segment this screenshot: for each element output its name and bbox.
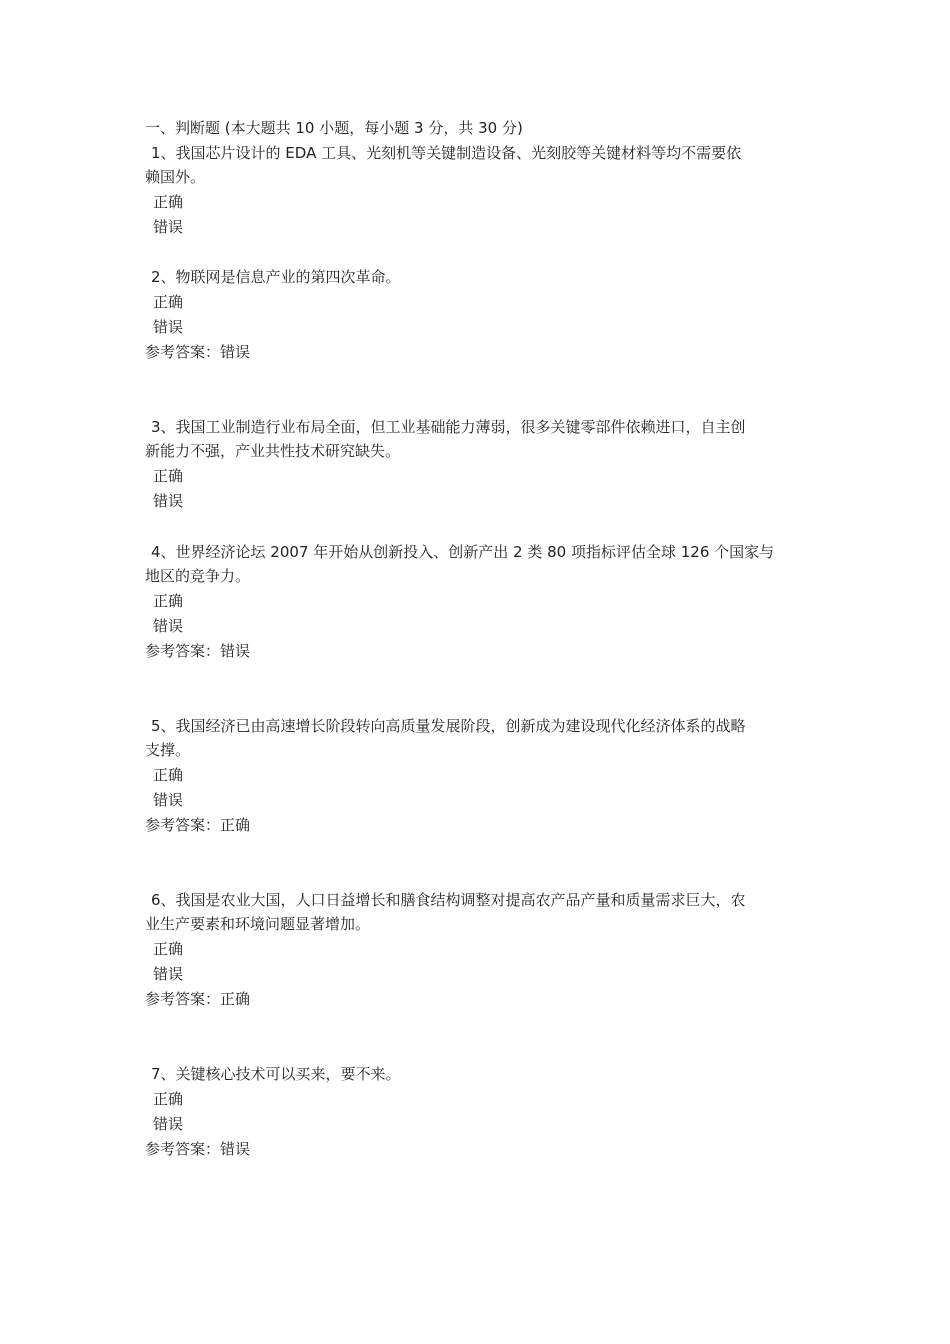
option-false: 错误 <box>153 617 184 635</box>
option-false: 错误 <box>153 318 184 336</box>
answer-value: 错误 <box>220 1140 251 1158</box>
question-text: 6、我国是农业大国，人口日益增长和膳食结构调整对提高农产品产量和质量需求巨大，农 <box>151 891 746 909</box>
question-text-continued: 业生产要素和环境问题显著增加。 <box>145 915 371 933</box>
question-text: 1、我国芯片设计的 EDA 工具、光刻机等关键制造设备、光刻胶等关键材料等均不需要依 <box>151 144 742 162</box>
answer-prefix: 参考答案： <box>145 1140 221 1158</box>
question-text: 5、我国经济已由高速增长阶段转向高质量发展阶段，创新成为建设现代化经济体系的战略 <box>151 717 746 735</box>
option-true: 正确 <box>153 1090 184 1108</box>
answer-prefix: 参考答案： <box>145 990 221 1008</box>
reference-answer <box>145 813 250 838</box>
answer-value: 正确 <box>220 816 251 834</box>
answer-prefix: 参考答案： <box>145 816 221 834</box>
question-text: 7、关键核心技术可以买来，要不来。 <box>151 1065 401 1083</box>
option-true: 正确 <box>153 940 184 958</box>
answer-value: 错误 <box>220 343 251 361</box>
option-false: 错误 <box>153 218 184 236</box>
option-true: 正确 <box>153 467 184 485</box>
option-false: 错误 <box>153 1115 184 1133</box>
question-text: 2、物联网是信息产业的第四次革命。 <box>151 268 401 286</box>
option-true: 正确 <box>153 592 184 610</box>
option-false: 错误 <box>153 965 184 983</box>
option-false: 错误 <box>153 492 184 510</box>
reference-answer <box>145 639 250 664</box>
answer-prefix: 参考答案： <box>145 343 221 361</box>
reference-answer <box>145 340 250 365</box>
question-text-continued: 支撑。 <box>145 741 191 759</box>
section-title: 一、判断题 (本大题共 10 小题，每小题 3 分，共 30 分) <box>145 119 523 137</box>
question-text-continued: 赖国外。 <box>145 168 206 186</box>
question-text: 3、我国工业制造行业布局全面，但工业基础能力薄弱，很多关键零部件依赖进口，自主创 <box>151 418 746 436</box>
answer-value: 错误 <box>220 642 251 660</box>
reference-answer <box>145 1137 250 1162</box>
option-true: 正确 <box>153 293 184 311</box>
question-text-continued: 新能力不强，产业共性技术研究缺失。 <box>145 442 401 460</box>
question-text-continued: 地区的竞争力。 <box>145 567 251 585</box>
option-false: 错误 <box>153 791 184 809</box>
option-true: 正确 <box>153 766 184 784</box>
question-text: 4、世界经济论坛 2007 年开始从创新投入、创新产出 2 类 80 项指标评估全球 126 个国家与 <box>151 543 775 561</box>
reference-answer <box>145 987 250 1012</box>
option-true: 正确 <box>153 193 184 211</box>
answer-value: 正确 <box>220 990 251 1008</box>
answer-prefix: 参考答案： <box>145 642 221 660</box>
